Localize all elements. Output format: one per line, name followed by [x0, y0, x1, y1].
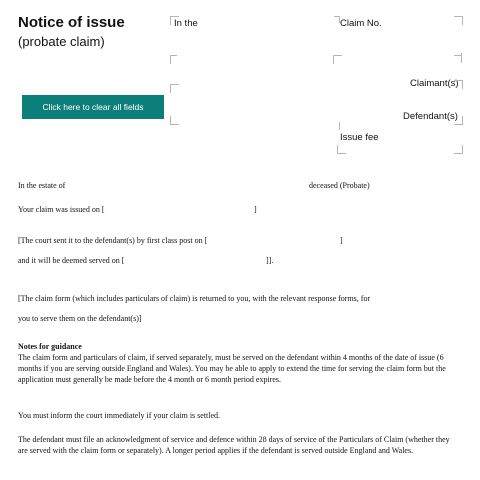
tick-mark	[339, 122, 340, 130]
tick-mark	[333, 55, 342, 56]
corner-mark	[337, 145, 346, 154]
issued-close-bracket: ]	[254, 205, 257, 214]
issue-date-field[interactable]	[128, 203, 250, 215]
corner-mark	[454, 145, 463, 154]
guidance-heading: Notes for guidance	[18, 342, 82, 351]
estate-suffix: deceased (Probate)	[309, 181, 370, 190]
corner-mark	[170, 116, 179, 125]
tick-mark	[333, 55, 334, 64]
corner-mark	[454, 16, 463, 25]
sent-close-bracket: ]	[340, 236, 343, 245]
claim-no-label: Claim No.	[340, 18, 382, 29]
issue-fee-label: Issue fee	[340, 132, 379, 143]
issued-on-label: Your claim was issued on [	[18, 205, 105, 214]
tick-mark	[170, 55, 177, 56]
served-close-bracket: ]].	[266, 256, 274, 265]
corner-mark	[454, 116, 463, 125]
corner-mark	[454, 80, 463, 89]
corner-mark	[170, 84, 179, 93]
court-label: In the	[174, 18, 198, 29]
page-title: Notice of issue	[18, 14, 125, 31]
estate-name-field[interactable]	[90, 179, 295, 191]
claimants-label: Claimant(s)	[410, 78, 459, 89]
clear-all-fields-button[interactable]: Click here to clear all fields	[22, 95, 164, 119]
page-subtitle: (probate claim)	[18, 34, 105, 49]
returned-line-2: you to serve them on the defendant(s)]	[18, 314, 142, 323]
deemed-served-label: and it will be deemed served on [	[18, 256, 125, 265]
estate-label: In the estate of	[18, 181, 66, 190]
guidance-paragraph-2: You must inform the court immediately if your claim is settled.	[18, 411, 221, 420]
deemed-served-date-field[interactable]	[150, 254, 262, 266]
defendants-label: Defendant(s)	[403, 111, 458, 122]
post-date-field[interactable]	[250, 234, 336, 246]
returned-line-1: [The claim form (which includes particulars of claim) is returned to you, with the relevant response forms, for	[18, 294, 371, 303]
tick-mark	[170, 55, 171, 64]
guidance-paragraph-3: The defendant must file an acknowledgment of service and defence within 28 days of service of the Particulars of Claim (whether they are served with the claim form or separately). A longer period applies if the defendant is served outside England and Wales.	[18, 435, 450, 455]
tick-mark	[454, 55, 462, 56]
guidance-paragraph-1: The claim form and particulars of claim, if served separately, must be served on the defendant within 4 months of the date of issue (6 months if you are serving outside England and Wales). You may be able to apply to extend the time for serving the claim form but the application must generally be made before the 4 month or 6 month period expires.	[18, 353, 446, 384]
sent-on-label: [The court sent it to the defendant(s) by first class post on [	[18, 236, 208, 245]
